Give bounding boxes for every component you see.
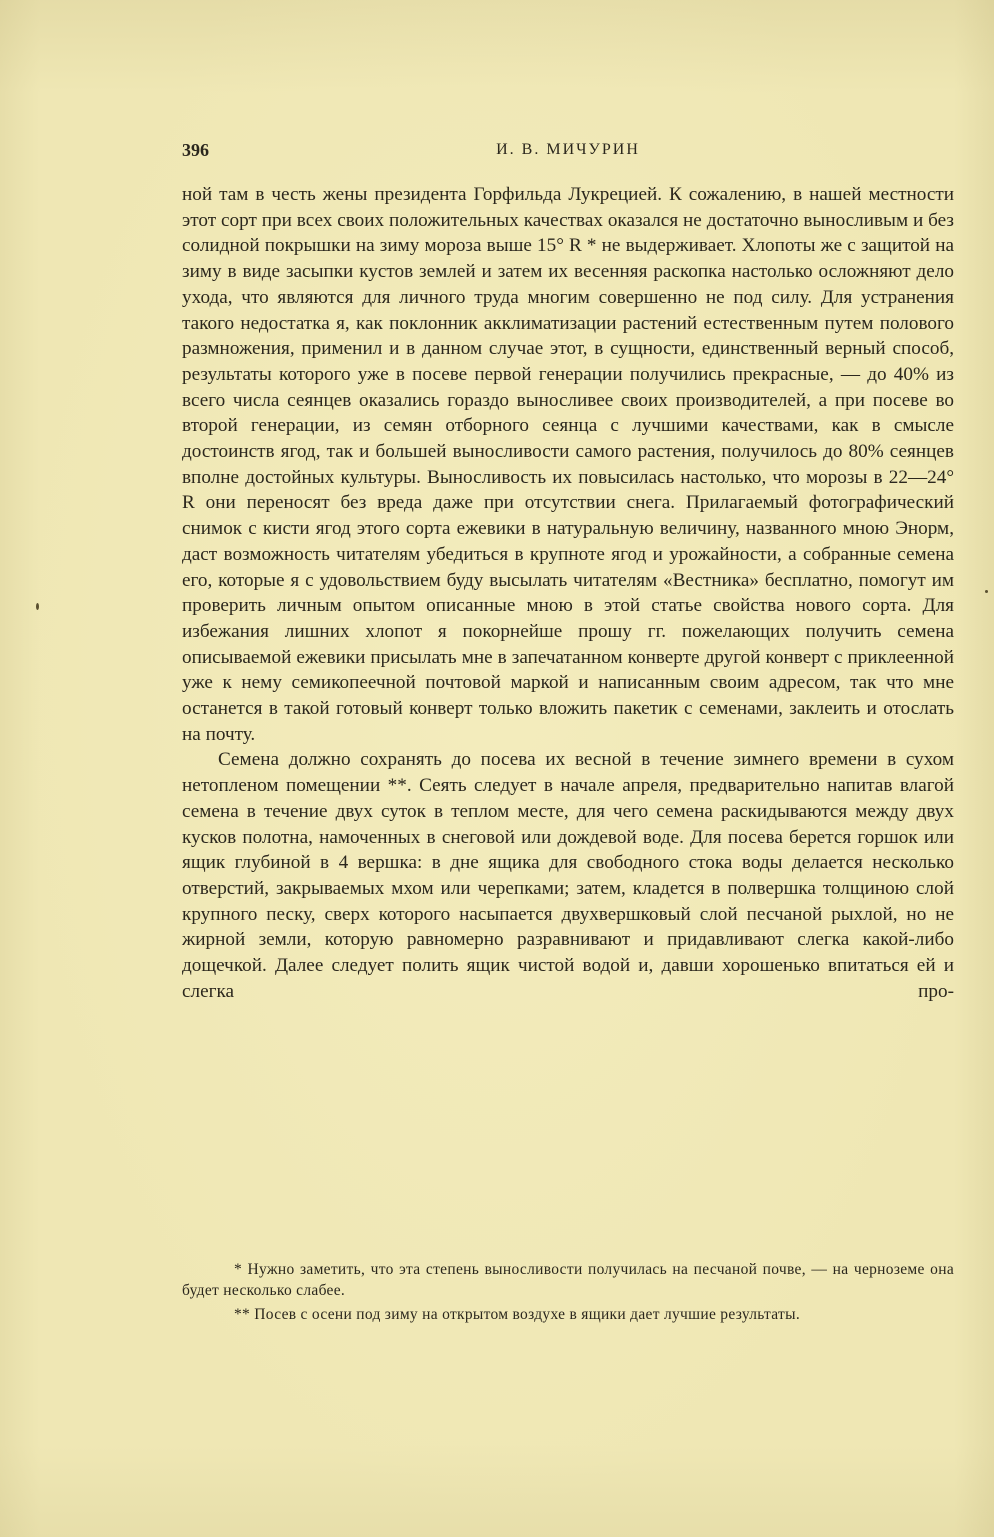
footnote-1: * Нужно заметить, что эта степень выносливости получилась на песчаной почве, — на черноземе она будет несколько слабее. <box>182 1261 954 1299</box>
page-header <box>182 136 954 164</box>
paper-speck <box>36 603 39 610</box>
footnote-2: ** Посев с осени под зиму на открытом воздухе в ящики дает лучшие результаты. <box>234 1306 801 1323</box>
paragraph-1: ной там в честь жены президента Горфильда Лукрецией. К сожалению, в нашей местности этот сорт при всех своих положительных качествах оказался не достаточно выносливым и без солидной покрышки на зиму мороза выше 15° R * не выдерживает. Хлопоты же с защитой на зиму в виде засыпки кустов землей и затем их весенняя раскопка настолько осложняют дело ухода, что являются для личного труда многим совершенно не под силу. Для устранения такого недостатка я, как поклонник акклиматизации растений естественным путем полового размножения, применил и в данном случае этот, в сущности, единственный верный способ, результаты которого уже в посеве первой генерации получились прекрасные, — до 40% из всего числа сеянцев оказались гораздо выносливее своих производителей, а при посеве во второй генерации, из семян отборного сеянца с лучшими качествами, как в смысле достоинств ягод, так и большей выносливости самого растения, получилось до 80% сеянцев вполне достойных культуры. Выносливость их повысилась настолько, что морозы в 22—24° R они переносят без вреда даже при отсутствии снега. Прилагаемый фотографический снимок с кисти ягод этого сорта ежевики в натуральную величину, названного мною Энорм, даст возможность читателям убедиться в крупноте ягод и урожайности, а собранные семена его, которые я с удовольствием буду высылать читателям «Вестника» бесплатно, помогут им проверить личным опытом описанные мною в этой статье свойства нового сорта. Для избежания лишних хлопот я покорнейше прошу гг. пожелающих получить семена описываемой ежевики присылать мне в запечатанном конверте другой конверт с приклеенной уже к нему семикопеечной почтовой маркой и написанным своим адресом, так что мне останется в такой готовый конверт только вложить пакетик с семенами, заклеить и отослать на почту. <box>182 184 954 745</box>
paragraph-2: Семена должно сохранять до посева их весной в течение зимнего времени в сухом нетопленом помещении **. Сеять следует в начале апреля, предварительно напитав влагой семена в течение двух суток в теплом месте, для чего семена раскидываются между двух кусков полотна, намоченных в снеговой или дождевой воде. Для посева берется горшок или ящик глубиной в 4 вершка: в дне ящика для свободного стока воды делается несколько отверстий, закрываемых мхом или черепками; затем, кладется в полвершка толщиною слой крупного песку, сверх которого насыпается двухвершковый слой песчаной рыхлой, но не жирной земли, которую равномерно разравнивают и придавливают слегка какой-либо дощечкой. Далее следует полить ящик чистой водой и, давши хорошенько впитаться ей и слегка про- <box>182 749 954 1002</box>
footnotes <box>182 1260 954 1330</box>
running-head: И. В. МИЧУРИН <box>496 141 640 158</box>
body-text <box>182 182 954 1005</box>
page-number: 396 <box>182 140 209 160</box>
paper-speck <box>985 590 988 593</box>
